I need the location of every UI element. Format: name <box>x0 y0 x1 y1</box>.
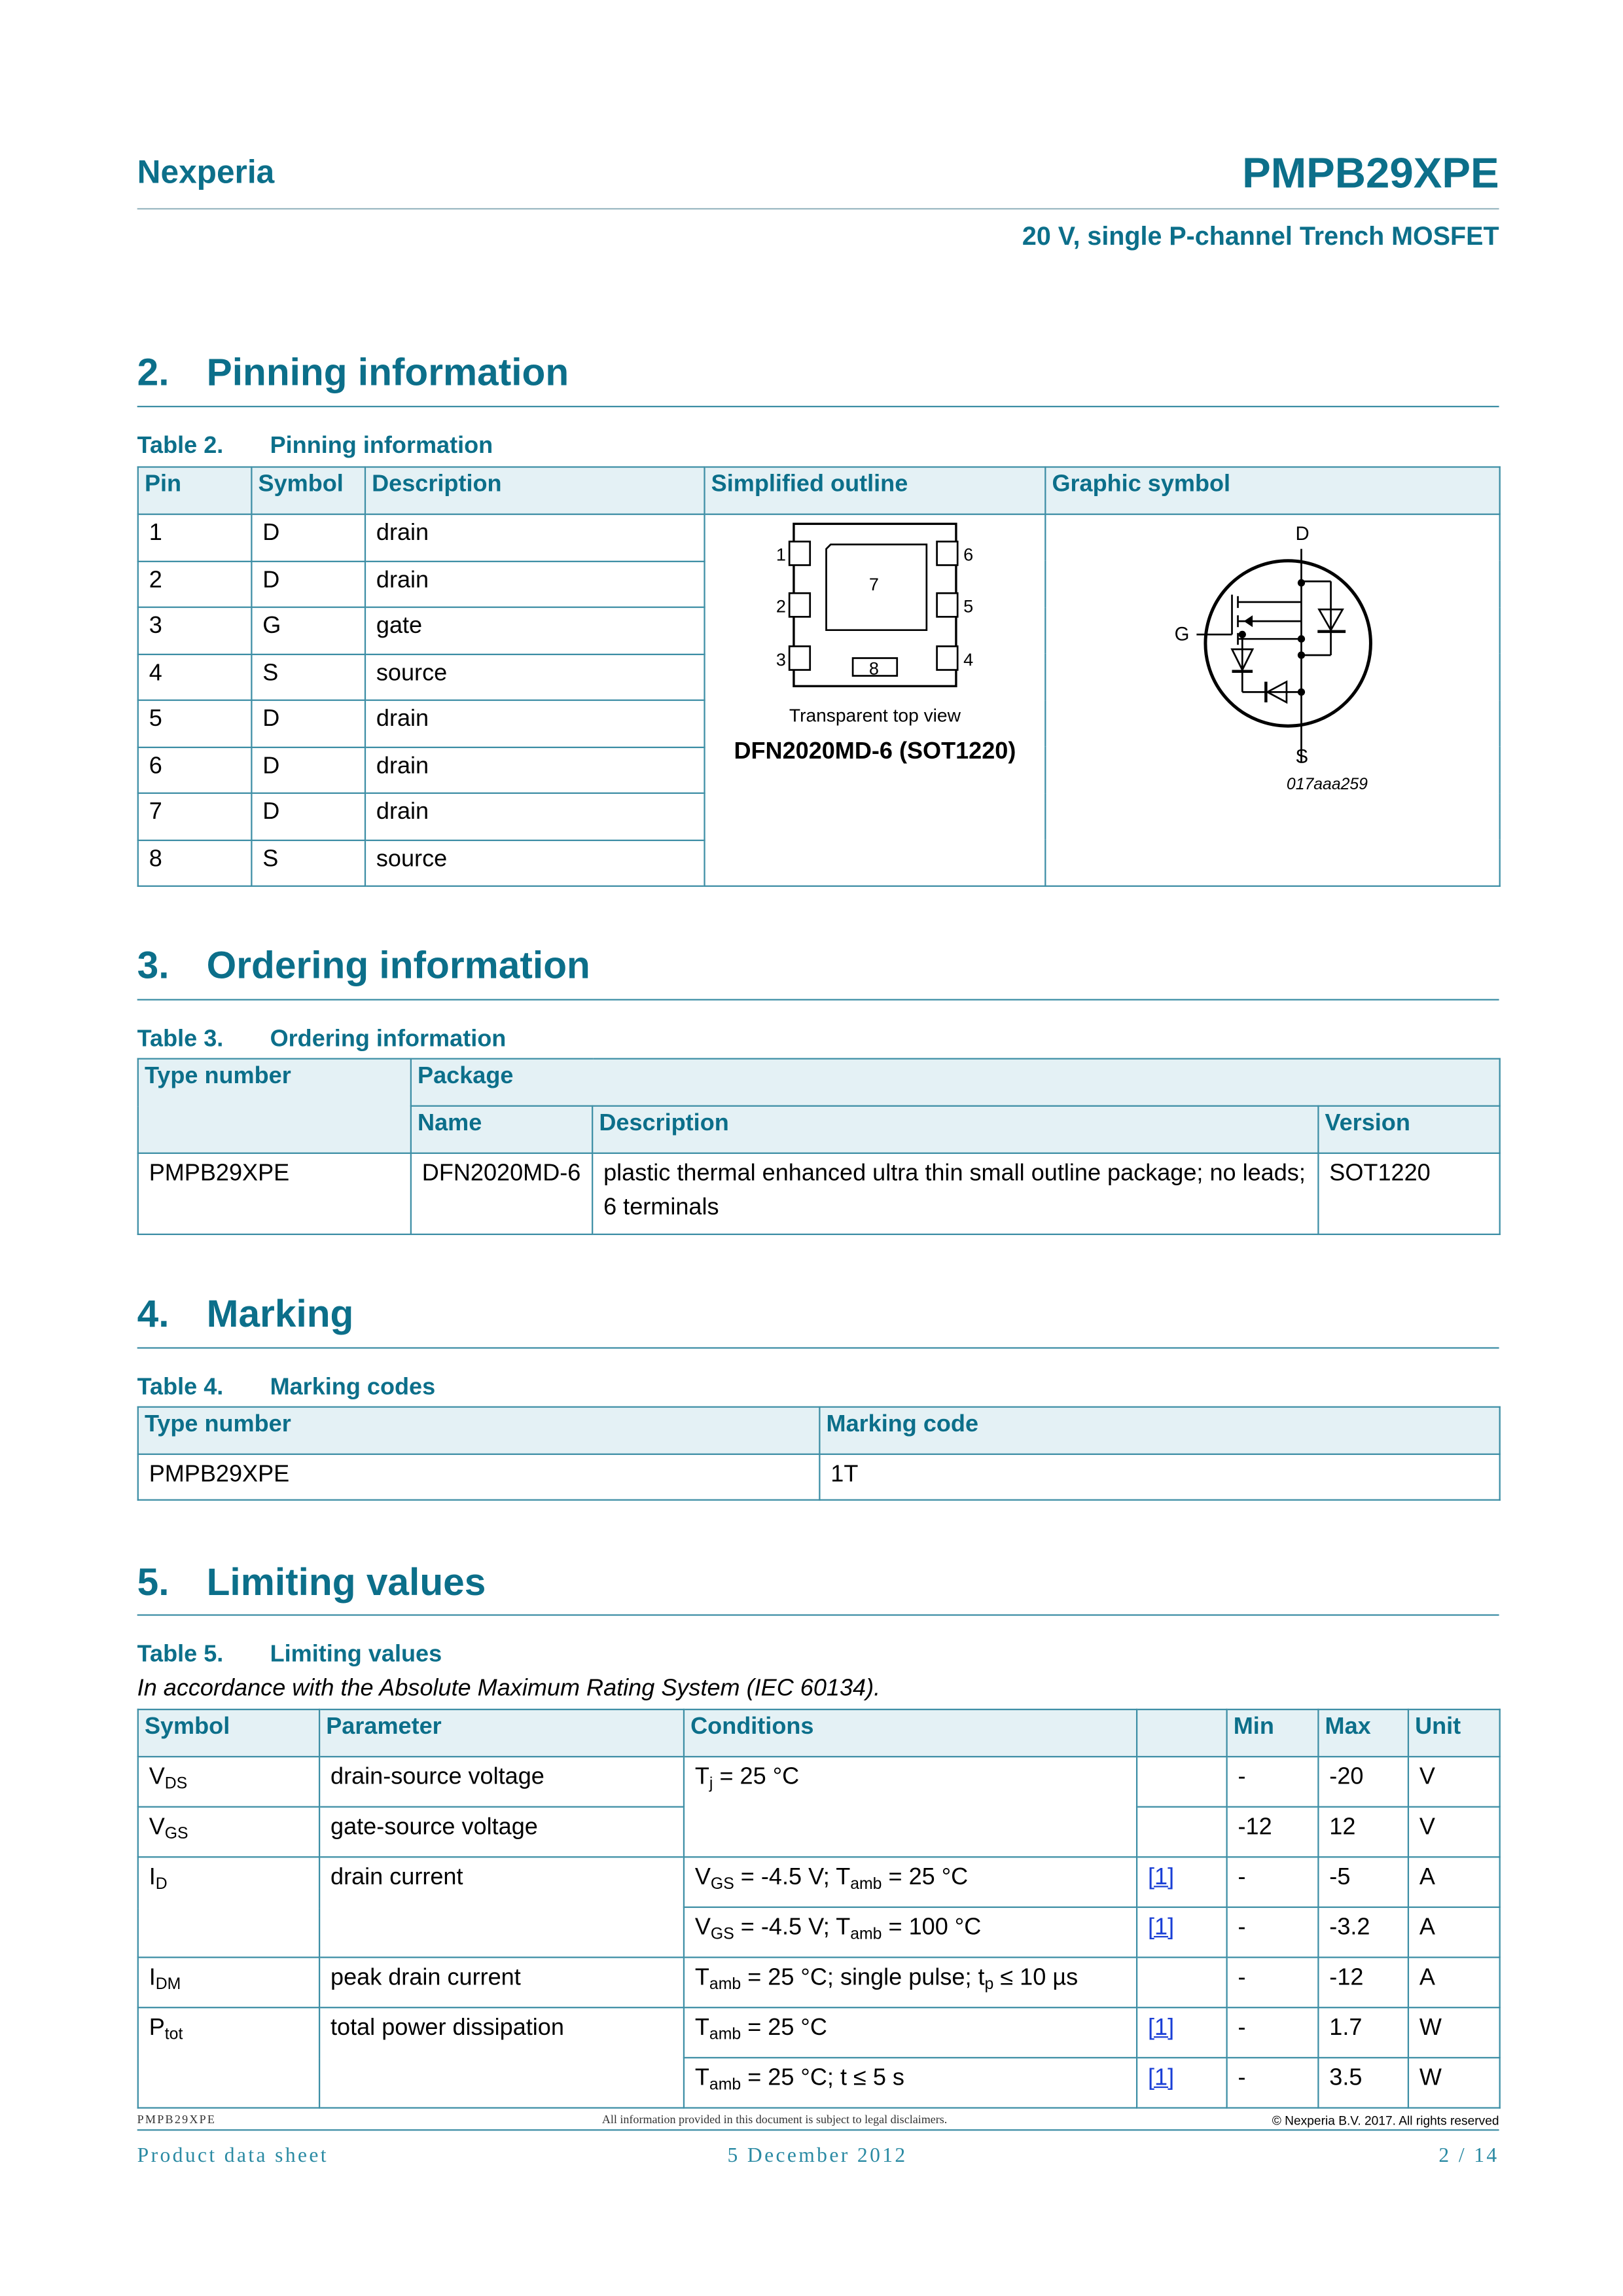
pin-description: drain <box>365 514 705 561</box>
pin-number: 3 <box>138 607 252 654</box>
pin-label: 6 <box>963 545 974 565</box>
footer-doctype: Product data sheet <box>137 2145 329 2168</box>
section-3-heading <box>137 943 590 989</box>
subscript: GS <box>710 1875 734 1893</box>
section-title: Pinning information <box>206 350 569 394</box>
note-reference <box>1137 1807 1227 1857</box>
pin-number: 4 <box>138 654 252 700</box>
min-value: - <box>1227 1757 1319 1807</box>
section-divider <box>137 406 1499 407</box>
gate-label: G <box>1174 623 1190 645</box>
header-description: Description <box>365 467 705 514</box>
pin-description: drain <box>365 747 705 793</box>
footnote-link[interactable]: [1] <box>1148 1865 1175 1891</box>
note-reference <box>1137 1857 1227 1907</box>
pin-label: 5 <box>963 596 974 617</box>
table-row <box>138 1153 1500 1234</box>
unit: A <box>1408 1907 1500 1958</box>
pin-symbol: D <box>251 793 365 840</box>
symbol-main: V <box>149 1815 165 1840</box>
symbol <box>138 1807 319 1857</box>
max-value: -3.2 <box>1318 1907 1408 1958</box>
condition-text: V <box>694 1865 711 1891</box>
table-4-caption <box>137 1375 435 1402</box>
type-number: PMPB29XPE <box>138 1454 820 1500</box>
header-parameter: Parameter <box>319 1710 684 1757</box>
table-number: Table 2. <box>137 433 224 459</box>
symbol-subscript: D <box>155 1875 168 1893</box>
condition-text: T <box>694 2066 709 2091</box>
pin-description: source <box>365 840 705 886</box>
section-divider <box>137 1614 1499 1615</box>
pin-symbol: G <box>251 607 365 654</box>
condition-text: V <box>694 1915 711 1941</box>
symbol <box>138 1757 319 1807</box>
subscript: amb <box>709 2076 741 2094</box>
table-title: Limiting values <box>270 1642 442 1668</box>
condition-text: = -4.5 V; T <box>734 1865 851 1891</box>
graphic-symbol-cell <box>1045 514 1499 886</box>
pin-number: 2 <box>138 561 252 607</box>
pin-label: 7 <box>868 574 879 594</box>
table-title: Pinning information <box>270 433 493 459</box>
symbol-subscript: tot <box>164 2026 183 2044</box>
header-package: Package <box>411 1059 1500 1106</box>
table-note: In accordance with the Absolute Maximum Rating System (IEC 60134). <box>137 1676 881 1702</box>
header-notes <box>1137 1710 1227 1757</box>
symbol-subscript: DM <box>155 1975 181 1994</box>
min-value: - <box>1227 1907 1319 1958</box>
product-name: PMPB29XPE <box>1242 150 1499 198</box>
footer-copyright: © Nexperia B.V. 2017. All rights reserved <box>1272 2113 1499 2128</box>
max-value: 12 <box>1318 1807 1408 1857</box>
pin-description: drain <box>365 561 705 607</box>
simplified-outline-cell <box>705 514 1046 886</box>
pinning-table <box>137 466 1501 887</box>
marking-table <box>137 1407 1501 1501</box>
section-4-heading <box>137 1291 354 1337</box>
symbol-subscript: DS <box>164 1775 188 1793</box>
condition-text: T <box>694 1765 709 1790</box>
table-row <box>138 1958 1500 2008</box>
min-value: -12 <box>1227 1807 1319 1857</box>
header-unit: Unit <box>1408 1710 1500 1757</box>
condition-text: = 100 °C <box>882 1915 982 1941</box>
section-2-heading <box>137 350 569 395</box>
pin-description: source <box>365 654 705 700</box>
pin-label: 2 <box>776 596 786 617</box>
type-number: PMPB29XPE <box>138 1153 411 1234</box>
header-min: Min <box>1227 1710 1319 1757</box>
pin-symbol: D <box>251 747 365 793</box>
table-title: Marking codes <box>270 1375 436 1401</box>
header-type-number: Type number <box>138 1059 411 1153</box>
footer-part: PMPB29XPE <box>137 2113 217 2126</box>
subscript: amb <box>850 1926 882 1944</box>
parameter: gate-source voltage <box>319 1807 684 1857</box>
symbol-main: I <box>149 1965 156 1991</box>
parameter: drain current <box>319 1857 684 1957</box>
max-value: 1.7 <box>1318 2007 1408 2058</box>
header-max: Max <box>1318 1710 1408 1757</box>
subscript: p <box>984 1975 994 1994</box>
section-number: 5. <box>137 1560 169 1604</box>
pin-number: 7 <box>138 793 252 840</box>
conditions <box>684 2058 1137 2108</box>
header-pin: Pin <box>138 467 252 514</box>
parameter: total power dissipation <box>319 2007 684 2108</box>
unit: V <box>1408 1757 1500 1807</box>
max-value: -20 <box>1318 1757 1408 1807</box>
header-symbol: Symbol <box>251 467 365 514</box>
condition-text: = 25 °C <box>882 1865 969 1891</box>
max-value: -12 <box>1318 1958 1408 2008</box>
pin-symbol: D <box>251 700 365 747</box>
header-type-number: Type number <box>138 1407 820 1454</box>
table-row <box>138 1857 1500 1907</box>
section-divider <box>137 1347 1499 1348</box>
max-value: 3.5 <box>1318 2058 1408 2108</box>
header-name: Name <box>411 1106 592 1153</box>
unit: W <box>1408 2058 1500 2108</box>
header-marking-code: Marking code <box>819 1407 1499 1454</box>
subscript: amb <box>709 1975 741 1994</box>
condition-text: T <box>694 2015 709 2041</box>
package-name: DFN2020MD-6 (SOT1220) <box>734 736 1016 764</box>
footnote-link[interactable]: [1] <box>1148 2015 1175 2041</box>
header-version: Version <box>1318 1106 1499 1153</box>
unit: A <box>1408 1857 1500 1907</box>
source-label: S <box>1295 745 1308 768</box>
footnote-link[interactable]: [1] <box>1148 2066 1175 2091</box>
table-5-caption <box>137 1642 442 1669</box>
min-value: - <box>1227 2007 1319 2058</box>
unit: V <box>1408 1807 1500 1857</box>
package-name: DFN2020MD-6 <box>411 1153 592 1234</box>
conditions <box>684 1757 1137 1857</box>
brand-name: Nexperia <box>137 153 275 190</box>
conditions <box>684 1907 1137 1958</box>
condition-text: = 25 °C <box>741 2015 827 2041</box>
subscript: GS <box>710 1926 734 1944</box>
package-description: plastic thermal enhanced ultra thin small outline package; no leads; 6 terminals <box>592 1153 1318 1234</box>
symbol-main: I <box>149 1865 156 1891</box>
condition-text: = 25 °C; t ≤ 5 s <box>741 2066 904 2091</box>
note-reference <box>1137 2058 1227 2108</box>
drain-label: D <box>1295 523 1310 545</box>
subscript: amb <box>709 2026 741 2044</box>
symbol-code: 017aaa259 <box>1286 776 1368 794</box>
section-divider <box>137 999 1499 1000</box>
section-5-heading <box>137 1560 486 1605</box>
table-row <box>138 2007 1500 2058</box>
unit: W <box>1408 2007 1500 2058</box>
max-value: -5 <box>1318 1857 1408 1907</box>
table-number: Table 3. <box>137 1027 224 1052</box>
conditions <box>684 1857 1137 1907</box>
mosfet-symbol-icon <box>1046 515 1500 810</box>
note-reference <box>1137 1907 1227 1958</box>
pin-number: 6 <box>138 747 252 793</box>
parameter: peak drain current <box>319 1958 684 2008</box>
table-number: Table 4. <box>137 1375 224 1401</box>
pin-description: gate <box>365 607 705 654</box>
product-subtitle: 20 V, single P-channel Trench MOSFET <box>1022 221 1499 251</box>
package-outline-drawing <box>705 515 1045 781</box>
unit: A <box>1408 1958 1500 2008</box>
pin-symbol: S <box>251 654 365 700</box>
min-value: - <box>1227 1857 1319 1907</box>
section-title: Marking <box>206 1291 354 1336</box>
footer-page-number: 2 / 14 <box>1438 2145 1499 2168</box>
pin-symbol: S <box>251 840 365 886</box>
outline-caption: Transparent top view <box>789 704 961 726</box>
table-row <box>138 514 1500 561</box>
pin-number: 1 <box>138 514 252 561</box>
pin-label: 4 <box>963 649 974 670</box>
condition-text: ≤ 10 µs <box>993 1965 1079 1991</box>
table-row <box>138 1757 1500 1807</box>
footer-disclaimer: All information provided in this document is subject to legal disclaimers. <box>601 2113 948 2126</box>
parameter: drain-source voltage <box>319 1757 684 1807</box>
section-title: Ordering information <box>206 942 590 988</box>
table-number: Table 5. <box>137 1642 224 1668</box>
note-reference <box>1137 1958 1227 2008</box>
pin-label: 8 <box>868 658 879 679</box>
note-reference <box>1137 2007 1227 2058</box>
table-3-caption <box>137 1027 507 1054</box>
header-symbol: Symbol <box>138 1710 319 1757</box>
pin-symbol: D <box>251 514 365 561</box>
pin-label: 1 <box>776 545 786 565</box>
section-number: 2. <box>137 350 169 394</box>
header-conditions: Conditions <box>684 1710 1137 1757</box>
header-divider <box>137 208 1499 209</box>
condition-text: = -4.5 V; T <box>734 1915 851 1941</box>
symbol-subscript: GS <box>164 1825 188 1843</box>
min-value: - <box>1227 1958 1319 2008</box>
footnote-link[interactable]: [1] <box>1148 1915 1175 1941</box>
package-version: SOT1220 <box>1318 1153 1499 1234</box>
conditions <box>684 2007 1137 2058</box>
header-description: Description <box>592 1106 1318 1153</box>
limiting-values-table <box>137 1709 1501 2109</box>
conditions <box>684 1958 1137 2008</box>
pin-symbol: D <box>251 561 365 607</box>
footer-date: 5 December 2012 <box>727 2145 908 2168</box>
condition-text: = 25 °C; single pulse; t <box>741 1965 985 1991</box>
table-title: Ordering information <box>270 1027 507 1052</box>
min-value: - <box>1227 2058 1319 2108</box>
condition-text: = 25 °C <box>713 1765 800 1790</box>
symbol-main: V <box>149 1765 165 1790</box>
note-reference <box>1137 1757 1227 1807</box>
subscript: j <box>709 1775 713 1793</box>
table-row <box>138 1454 1500 1500</box>
condition-text: T <box>694 1965 709 1991</box>
marking-code: 1T <box>819 1454 1499 1500</box>
symbol <box>138 2007 319 2108</box>
subscript: amb <box>850 1875 882 1893</box>
pin-number: 8 <box>138 840 252 886</box>
header-simplified-outline: Simplified outline <box>705 467 1046 514</box>
footer-divider <box>137 2129 1499 2130</box>
section-title: Limiting values <box>206 1560 486 1604</box>
pin-description: drain <box>365 793 705 840</box>
symbol-main: P <box>149 2015 165 2041</box>
symbol <box>138 1857 319 1957</box>
section-number: 4. <box>137 1291 169 1336</box>
pin-description: drain <box>365 700 705 747</box>
pin-label: 3 <box>776 649 786 670</box>
table-2-caption <box>137 434 493 461</box>
pin-number: 5 <box>138 700 252 747</box>
symbol <box>138 1958 319 2008</box>
header-graphic-symbol: Graphic symbol <box>1045 467 1499 514</box>
section-number: 3. <box>137 942 169 988</box>
ordering-table <box>137 1058 1501 1235</box>
